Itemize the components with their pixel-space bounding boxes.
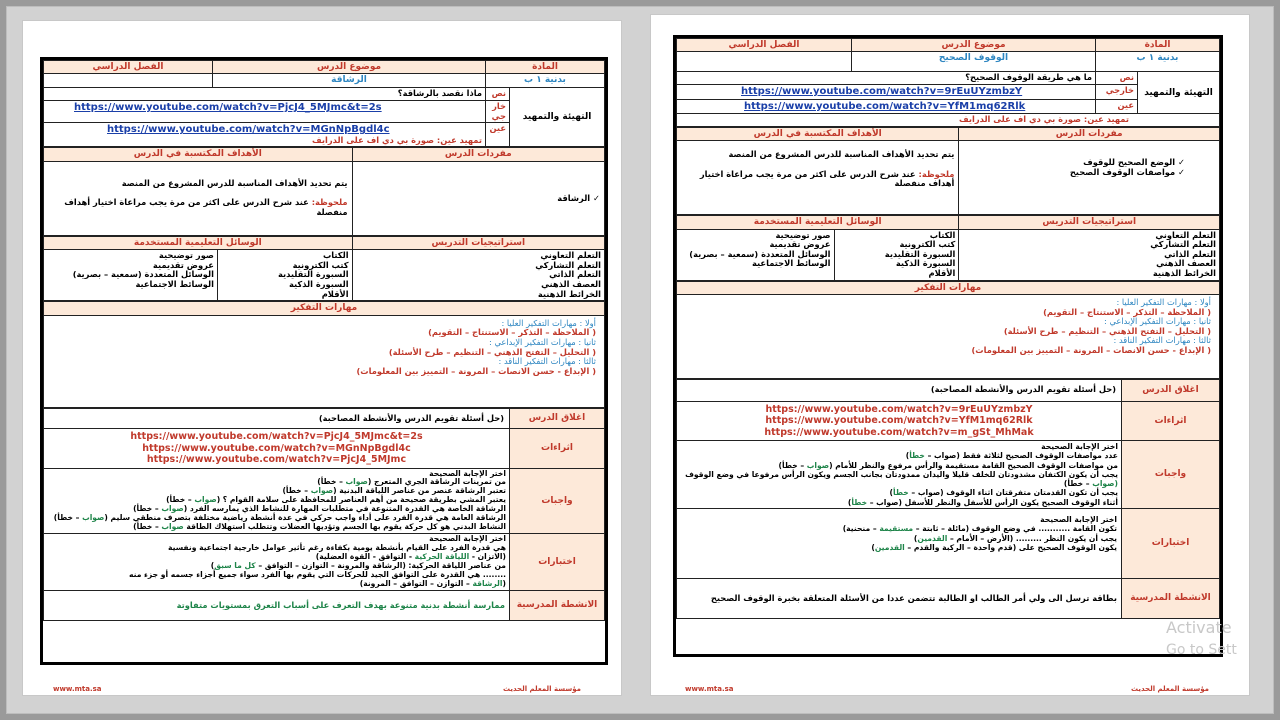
strategy-item: التعلم التشاركي xyxy=(535,259,601,270)
thinking-values-2: ( التحليل – التفتح الذهني – التنظيم – طرح الأسئلة) xyxy=(1003,325,1211,336)
homework-question: تعتبر الرشاقة عنصر من عناصر اللياقة البدنية ( xyxy=(333,486,506,496)
answer: خطأ xyxy=(851,497,868,507)
strategy-item: التعلم الذاتي xyxy=(549,269,601,280)
test-options xyxy=(47,580,506,589)
intro-link-1[interactable]: https://www.youtube.com/watch?v=PjcJ4_5MJmc&t=2s xyxy=(44,101,486,123)
tool-item: الكتاب xyxy=(929,229,956,240)
thinking-cell xyxy=(44,315,605,407)
activities-text: ممارسة أنشطة بدنية متنوعة بهدف التعرف على أسباب التعرق بمستويات متفاوتة xyxy=(44,590,510,620)
page-right xyxy=(650,14,1250,696)
objectives-label: الأهداف المكتسبة في الدرس xyxy=(677,127,959,140)
tool-item: عروض تقديمية xyxy=(152,259,214,270)
eye-label: عين xyxy=(486,123,510,147)
page-left xyxy=(22,20,622,696)
vocab-item xyxy=(963,168,1215,178)
external-label: خارجي xyxy=(1096,85,1138,100)
note-text: عند شرح الدرس على اكثر من مرة يجب مراعاة اختيار أهداف منفصلة xyxy=(64,197,348,218)
intro-link-2[interactable]: https://www.youtube.com/watch?v=MGnNpBgdl4c xyxy=(107,124,390,136)
footer-org: مؤسسة المعلم الحديث xyxy=(1130,685,1209,693)
tool-item: الوسائل المتعددة (سمعية – بصرية) xyxy=(72,269,214,280)
homework-item xyxy=(680,498,1118,507)
test-item xyxy=(681,534,1117,543)
strategy-item: العصف الذهني xyxy=(1156,258,1216,269)
strategy-item: التعلم التشاركي xyxy=(1150,239,1216,250)
tool-item: كتب الكترونية xyxy=(292,259,349,270)
enrichment-label: اثراءات xyxy=(510,429,605,468)
subject-header: المادة xyxy=(1096,39,1220,52)
thinking-values-3: ( الإبداع - حسن الانصات – المرونة – التمييز بين المعلومات) xyxy=(356,365,596,376)
homework-options: – خطأ) xyxy=(133,504,162,514)
choose-title: اختر الإجابة الصحيحة xyxy=(1040,514,1117,524)
homework-question: عدد مواصفات الوقوف الصحيح لثلاثة فقط (صواب – xyxy=(924,451,1118,461)
thinking-title-3: ثالثا : مهارات التفكير الناقد : xyxy=(498,356,596,367)
tools-col2-cell xyxy=(44,250,218,301)
subject-value: بدنية ١ ب xyxy=(1096,52,1220,72)
objectives-cell xyxy=(44,161,353,235)
intro-link-2[interactable]: https://www.youtube.com/watch?v=YfM1mq62Rlk xyxy=(744,100,1026,112)
tool-item: السبورة التقليدية xyxy=(277,269,349,280)
thinking-values-3: ( الإبداع - حسن الانصات – المرونة – التمييز بين المعلومات) xyxy=(971,345,1211,356)
tests-label: اختبارات xyxy=(510,534,605,591)
answer: الرشاقة xyxy=(472,578,503,588)
homework-question: من تمرينات الرشاقة الجري المتعرج ( xyxy=(367,477,506,487)
vocab-text: الرشاقة xyxy=(557,192,591,203)
lesson-plan-right xyxy=(673,35,1223,657)
tool-item: عروض تقديمية xyxy=(769,239,831,250)
answer: صواب xyxy=(82,513,105,523)
strategy-item: التعلم الذاتي xyxy=(1164,248,1216,259)
footer-site: www.mta.sa xyxy=(685,685,734,693)
homework-options: – خطأ) xyxy=(53,513,83,523)
test-option-text: ) xyxy=(913,533,918,543)
semester-value xyxy=(677,52,852,72)
topic-header: موضوع الدرس xyxy=(212,61,485,74)
test-option-text: - التوافق - القوة العضلية) xyxy=(315,552,415,562)
activities-label: الانشطة المدرسية xyxy=(1122,578,1220,618)
topic-header: موضوع الدرس xyxy=(851,39,1095,52)
objective-note xyxy=(48,198,348,217)
tools-label: الوسائل التعليمية المستخدمة xyxy=(44,236,353,249)
answer: صواب xyxy=(194,495,217,505)
intro-question: ما هي طريقة الوقوف الصحيح؟ xyxy=(677,72,1096,85)
tool-item: السبورة الذكية xyxy=(289,279,349,290)
thinking-label: مهارات التفكير xyxy=(677,281,1220,294)
intro-eye-cell xyxy=(677,99,1096,114)
intro-link-1[interactable]: https://www.youtube.com/watch?v=9rEuUYzmbzY xyxy=(677,85,1096,100)
homework-question: يعتبر المشي بطريقة صحيحة من أهم العناصر للمحافظة على سلامة القوام ؟ ( xyxy=(216,495,506,505)
activities-label: الانشطة المدرسية xyxy=(510,590,605,620)
objectives-label: الأهداف المكتسبة في الدرس xyxy=(44,148,353,161)
test-question: يكون الوقوف الصحيح على (قدم واحدة – الركبة والقدم – xyxy=(904,543,1117,553)
check-icon: ✓ xyxy=(593,192,600,203)
test-option-text: – التوازن – التوافق – المرونة) xyxy=(359,578,473,588)
homework-item xyxy=(680,488,1118,497)
answer: خطأ xyxy=(893,488,909,498)
test-question: من عناصر اللياقة الحركية: (الرشاقة والمرونة – التوازن – التوافق – xyxy=(255,561,506,571)
thinking-values-1: ( الملاحظة – التذكر – الاستنتاج – التقويم) xyxy=(1043,306,1211,317)
tool-item: السبورة الذكية xyxy=(895,258,956,269)
strategy-item: العصف الذهني xyxy=(541,279,601,290)
answer: صواب xyxy=(806,460,830,470)
answer: اللياقة الحركية xyxy=(414,552,470,562)
topic-value: الرشاقة xyxy=(212,74,485,88)
answer: صواب xyxy=(161,522,184,532)
note-text: عند شرح الدرس على اكثر من مرة يجب مراعاة اختيار أهداف منفصلة xyxy=(699,168,955,189)
homework-options: – خطأ) xyxy=(778,460,807,470)
tool-item: صور توضيحية xyxy=(158,250,214,261)
homework-options: – خطأ) xyxy=(282,486,311,496)
thinking-label: مهارات التفكير xyxy=(44,302,605,315)
tests-cell xyxy=(677,508,1122,578)
eye-intro-text: تمهيد عين: صورة بي دي اف على الدرايف xyxy=(312,134,482,145)
strategies-cell xyxy=(352,250,604,301)
strategies-label: استراتيجيات التدريس xyxy=(959,216,1220,229)
vocab-cell xyxy=(352,161,604,235)
closing-label: اغلاق الدرس xyxy=(510,408,605,429)
objective-note xyxy=(681,170,954,189)
choose-title: اختر الإجابة الصحيحة xyxy=(429,468,506,478)
homework-label: واجبات xyxy=(1122,441,1220,509)
strategies-cell xyxy=(959,229,1220,280)
objective-main: يتم تحديد الأهداف المناسبة للدرس المشروع من المنصة xyxy=(728,149,955,160)
test-question: ........ هي القدرة على التوافق الجيد للحركات التي يقوم بها الفرد سواء جميع أجزاء جسمه أو جزء منه xyxy=(129,570,506,579)
enrichment-link[interactable]: https://www.youtube.com/watch?v=MGnNpBgdl4c xyxy=(142,442,411,454)
enrichment-link[interactable]: https://www.youtube.com/watch?v=YfM1mq62Rlk xyxy=(765,415,1033,427)
thinking-title-1: أولا : مهارات التفكير العليا : xyxy=(1116,297,1211,308)
answer: كل ما سبق xyxy=(214,561,256,571)
enrichment-link[interactable]: https://www.youtube.com/watch?v=PjcJ4_5MJmc&t=2s xyxy=(130,431,423,443)
test-item xyxy=(681,524,1117,533)
homework-question: أثناء الوقوف الصحيح يكون الرأس للأسفل والنظر للأسفل (صواب – xyxy=(867,497,1118,507)
test-option-text: ( xyxy=(502,578,506,588)
enrichment-link[interactable]: https://www.youtube.com/watch?v=PjcJ4_5MJmc xyxy=(146,454,407,466)
subject-value: بدنية ١ ب xyxy=(486,74,605,88)
homework-options: – خطأ) xyxy=(133,522,162,532)
choose-title: اختر الإجابة الصحيحة xyxy=(1041,442,1118,452)
semester-header: الفصل الدراسي xyxy=(677,39,852,52)
test-question: يجب أن يكون النظر ......... (الأرض – الأمام – xyxy=(947,533,1117,543)
homework-question: الرشاقة الخاصة هي القدرة المتنوعة في متطلبات المهارة للنشاط الذي يمارسه الفرد ( xyxy=(183,504,506,514)
intro-question: ماذا نقصد بالرشاقة؟ xyxy=(44,88,486,101)
check-icon: ✓ xyxy=(1178,166,1185,177)
answer: مستقيمة xyxy=(879,524,914,534)
tests-label: اختبارات xyxy=(1122,508,1220,578)
closing-text: (حل أسئلة تقويم الدرس والأنشطة المصاحبة) xyxy=(44,408,510,429)
answer: القدمين xyxy=(917,533,948,543)
homework-question: من مواصفات الوقوف الصحيح القامة مستقيمة والرأس مرفوع والنظر للأمام ( xyxy=(829,460,1118,470)
vocab-label: مفردات الدرس xyxy=(352,148,604,161)
tool-item: الأقلام xyxy=(321,288,349,299)
tools-col1-cell xyxy=(217,250,352,301)
tool-item: كتب الكترونية xyxy=(899,239,956,250)
thinking-cell xyxy=(677,295,1220,379)
enrichment-cell xyxy=(44,429,510,468)
test-option-text: (الاتزان - xyxy=(469,552,506,562)
test-question: هي قدرة الفرد على القيام بأنشطة يومية بكفاءة رغم تأثير عوامل خارجية اجتماعية ونفسية xyxy=(167,543,506,553)
tool-item: الوسائل المتعددة (سمعية – بصرية) xyxy=(689,248,831,259)
tool-item: السبورة التقليدية xyxy=(884,248,956,259)
homework-label: واجبات xyxy=(510,468,605,534)
eye-intro-text: تمهيد عين: صورة بي دي اف على الدرايف xyxy=(677,114,1220,127)
note-label: ملحوظة: xyxy=(311,197,348,208)
topic-value: الوقوف الصحيح xyxy=(851,52,1095,72)
enrichment-cell xyxy=(677,402,1122,441)
note-label: ملحوظة: xyxy=(918,168,955,179)
semester-value xyxy=(44,74,213,88)
strategy-item: الخرائط الذهنية xyxy=(537,288,601,299)
answer: خطأ xyxy=(909,451,925,461)
test-option-text: ) xyxy=(871,543,875,553)
subject-header: المادة xyxy=(486,61,605,74)
external-label: خارجي xyxy=(486,101,510,123)
semester-header: الفصل الدراسي xyxy=(44,61,213,74)
enrichment-link[interactable]: https://www.youtube.com/watch?v=m_gSt_MhMak xyxy=(764,426,1034,438)
activities-text: بطاقة ترسل الى ولي أمر الطالب او الطالبة تتضمن عددا من الأسئلة المتعلقة بخبرة الوقوف الصحيح xyxy=(677,578,1122,618)
test-option-text: – منحنية) xyxy=(842,524,880,534)
eye-label: عين xyxy=(1096,99,1138,114)
answer: صواب xyxy=(161,504,184,514)
choose-title: اختر الإجابة الصحيحة xyxy=(429,534,506,544)
thinking-title-2: ثانيا : مهارات التفكير الإبداعي : xyxy=(1104,316,1211,327)
homework-question: يجب أن تكون القدمتان متفرقتان اثناء الوقوف (صواب – xyxy=(908,488,1118,498)
text-label: نص xyxy=(486,88,510,101)
homework-item xyxy=(47,523,506,532)
test-option-text: ) xyxy=(210,561,215,571)
homework-question: الرشاقة العامة هي قدرة الفرد على أداء واجب حركي في عدة أنشطة رياضية مختلفة بتصرف منطقي سليم ( xyxy=(104,513,506,523)
homework-cell xyxy=(44,468,510,534)
objective-main: يتم تحديد الأهداف المناسبة للدرس المشروع من المنصة xyxy=(121,177,348,188)
tools-label: الوسائل التعليمية المستخدمة xyxy=(677,216,959,229)
strategy-item: التعلم التعاوني xyxy=(1155,229,1216,240)
tool-item: الكتاب xyxy=(322,250,349,261)
homework-options: ) xyxy=(905,451,910,461)
homework-options: – خطأ) xyxy=(166,495,195,505)
closing-label: اغلاق الدرس xyxy=(1122,380,1220,402)
thinking-values-2: ( التحليل – التفتح الذهني – التنظيم – طرح الأسئلة) xyxy=(388,346,596,357)
activate-watermark: Activate xyxy=(1166,618,1232,637)
footer-site: www.mta.sa xyxy=(53,685,102,693)
intro-label: التهيئة والتمهيد xyxy=(1138,72,1220,114)
answer: (صواب xyxy=(1092,479,1118,489)
tool-item: صور توضيحية xyxy=(775,229,831,240)
test-item xyxy=(681,543,1117,552)
closing-text: (حل أسئلة تقويم الدرس والأنشطة المصاحبة) xyxy=(677,380,1122,402)
vocab-text: مواصفات الوقوف الصحيح xyxy=(1069,166,1176,177)
tools-col1-cell xyxy=(834,229,959,280)
thinking-title-1: أولا : مهارات التفكير العليا : xyxy=(501,317,596,328)
thinking-title-2: ثانيا : مهارات التفكير الإبداعي : xyxy=(489,336,596,347)
homework-question: يجب أن يكون الكتفان مشدودتان للخلف قليلا واليدان ممدودتان بجانب الجسم ويكون الرأس مرفوعا في وضع الوقوف xyxy=(685,469,1118,479)
homework-options: ) xyxy=(889,488,894,498)
test-question: تكون القامة ........... في وضع الوقوف (مائلة – ثابتة – xyxy=(913,524,1117,534)
homework-item xyxy=(680,451,1118,460)
vocab-cell xyxy=(959,141,1220,215)
enrichment-link[interactable]: https://www.youtube.com/watch?v=9rEuUYzmbzY xyxy=(765,404,1033,416)
enrichment-label: اثراءات xyxy=(1122,402,1220,441)
intro-label: التهيئة والتمهيد xyxy=(510,88,605,147)
check-icon: ✓ xyxy=(1178,157,1185,168)
objectives-cell xyxy=(677,141,959,215)
strategy-item: التعلم التعاوني xyxy=(540,250,601,261)
text-label: نص xyxy=(1096,72,1138,85)
vocab-text: الوضع الصحيح للوقوف xyxy=(1083,157,1176,168)
strategies-label: استراتيجيات التدريس xyxy=(352,236,604,249)
vocab-label: مفردات الدرس xyxy=(959,127,1220,140)
homework-question: النشاط البدني هو كل حركة يقوم بها الجسم وتؤديها العضلات وتتطلب استهلاك الطاقة xyxy=(183,522,506,532)
homework-options: ) xyxy=(847,497,852,507)
homework-options: – خطأ) xyxy=(317,477,346,487)
answer: صواب xyxy=(310,486,334,496)
tool-item: الوسائط الاجتماعية xyxy=(135,279,214,290)
answer: صواب xyxy=(345,477,368,487)
thinking-values-1: ( الملاحظة – التذكر – الاستنتاج – التقويم) xyxy=(428,327,596,338)
thinking-title-3: ثالثا : مهارات التفكير الناقد : xyxy=(1113,335,1211,346)
homework-item xyxy=(680,461,1118,470)
lesson-plan-left xyxy=(40,57,608,665)
tools-col2-cell xyxy=(677,229,835,280)
homework-cell xyxy=(677,441,1122,509)
vocab-item xyxy=(357,194,600,204)
answer: القدمين xyxy=(874,543,905,553)
tool-item: الوسائط الاجتماعية xyxy=(752,258,831,269)
strategy-item: الخرائط الذهنية xyxy=(1152,267,1216,278)
tests-cell xyxy=(44,534,510,591)
settings-watermark: Go to Sett xyxy=(1166,642,1237,658)
intro-eye-cell xyxy=(44,123,486,147)
homework-options: – خطأ) xyxy=(1063,479,1093,489)
tool-item: الأقلام xyxy=(928,267,956,278)
footer-org: مؤسسة المعلم الحديث xyxy=(502,685,581,693)
